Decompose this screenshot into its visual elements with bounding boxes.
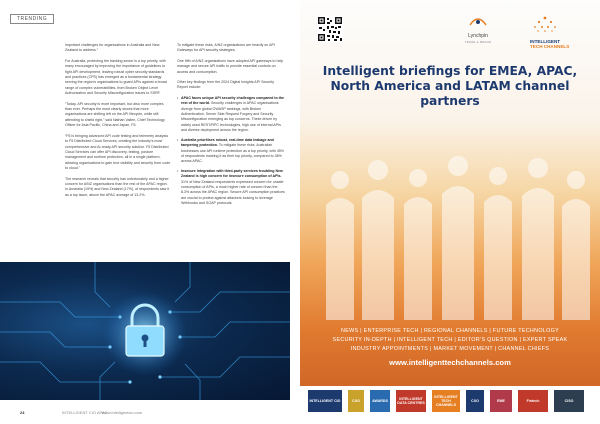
finding-lead: APAC faces unique API security challenges compared to the rest of the world. (181, 95, 285, 106)
network-dots-icon (530, 14, 560, 34)
advert-url[interactable]: www.intelligenttechchannels.com (389, 358, 511, 367)
partner-logo[interactable]: AWARDS (370, 390, 390, 412)
partner-logo[interactable]: EME (490, 390, 512, 412)
people-silhouettes (326, 156, 590, 320)
finding-item (177, 138, 285, 165)
paragraph: “Today, API security is more important, but also more complex, than ever. Perhaps the most clearly shows that more organisations are shifting left on the API lifecycle, while still attending to shield right,” said Nathan Vallen, Chief Technology Officer for Asia Pacific, China and Japan, F5. (65, 101, 165, 128)
topic-line: SECURITY IN-DEPTH | INTELLIGENT TECH | EDITOR’S QUESTION | EXPERT SPEAK (332, 337, 568, 343)
partner-logo[interactable]: CISO (554, 390, 584, 412)
lynchpin-logo (448, 14, 508, 44)
paragraph: “F5 is bringing advanced API code testing and telemetry analysis to F5 Distributed Cloud Services, creating the industry’s most comprehensive and AI-ready API security solution. F5 Distributed Cloud Services can offer API discovery, testing, posture management and runtime protection, all in a single platform, allowing organisations to gain true visibility and security from code to cloud.” (65, 133, 171, 171)
section-tab: TRENDING (10, 14, 54, 24)
finding-item (177, 96, 285, 134)
partner-logo[interactable]: CXO (348, 390, 364, 412)
page-number: 24 (20, 410, 25, 415)
partner-logo-bar (300, 386, 600, 424)
finding-text: To mitigate these risks, Australian businesses use API runtime protection as a top priority, with 45% of respondents marking it as their top priority, compared to 38% across APAC. (181, 143, 285, 164)
publication-name: INTELLIGENT CIO APAC (62, 410, 108, 415)
partner-logo[interactable]: Fintech (518, 390, 548, 412)
finding-lead: Insecure integration with third-party services troubling New Zealand is high concern for insecure consumption of APIs. (181, 168, 283, 179)
partner-logo[interactable]: CXO (466, 390, 484, 412)
topic-list (300, 327, 600, 354)
findings-list (177, 96, 285, 207)
itc-line1: INTELLIGENT (530, 39, 561, 44)
partner-logo[interactable]: INTELLIGENT TECH CHANNELS (432, 390, 460, 412)
itc-line2: TECH CHANNELS (530, 44, 570, 49)
paragraph: One fifth of A/NZ organisations have adopted API gateways to help manage and secure API traffic to provide essential controls on access and consumption. (177, 58, 284, 74)
article-column-a (65, 43, 171, 203)
finding-text: 31% of New Zealand respondents expressed concern for unsafe consumption of APIs, a much higher rate of concern than the 8.3% across the APAC region. Secure API consumption practices are crucial to protect against attackers looking to leverage Webhooks and SOAP protocols. (181, 179, 285, 206)
paragraph: For Australia, protecting the banking sector is a top priority, with many encouraged by improving the importance of guidelines to fight API development, leaving robust cyber security standards and practices (CPS) has emerged as a fundamental strategy serving the region’s organisations to guard APIs against a broad range of complex vulnerabilities, from Broken Object Level Authorisation and Security Misconfiguration issues to SSRF. (65, 58, 167, 96)
finding-item (177, 169, 285, 207)
circuit-lock-illustration (0, 262, 290, 400)
partner-logo[interactable]: INTELLIGENT CIO (308, 390, 342, 412)
advert-page (300, 0, 600, 424)
advert-headline: Intelligent briefings for EMEA, APAC, North America and LATAM channel partners (322, 64, 578, 108)
partner-logo[interactable]: INTELLIGENT DATA CENTRES (396, 390, 426, 412)
finding-text: Security challenges in APAC organisations diverge from global OWASP rankings, with Broken Authentication, Server Side Request Forgery and Security Misconfiguration emerging as top concerns. These driven by widely used REST/RPC technologies, high use of internal APIs and diverse deployment across the region. (181, 101, 281, 133)
lynchpin-sub: TRADE & BRAND (464, 40, 492, 44)
website-link[interactable]: www.intelligentcio.com (102, 410, 143, 415)
qr-code[interactable] (317, 16, 343, 42)
paragraph: important challenges for organisations in Australia and New Zealand to address.” (65, 43, 160, 53)
topic-line: NEWS | ENTERPRISE TECH | REGIONAL CHANNELS | FUTURE TECHNOLOGY (341, 328, 559, 334)
lynchpin-mark-icon (468, 15, 488, 27)
paragraph: To mitigate these risks, A/NZ organisations are heavily on API Gateways for API security strategies. (177, 43, 275, 53)
article-column-b (177, 43, 285, 211)
paragraph: Other key findings from the 2024 Digital Insights API Security Report include: (177, 80, 275, 90)
finding-lead: Australia prioritises robust, real-time data leakage and tampering protection. (181, 137, 274, 148)
business-silhouettes-image (300, 120, 600, 320)
lynchpin-name: Lynchpin (468, 33, 488, 39)
page-footer (0, 404, 300, 424)
paragraph: The research reveals that security has unfortunately and a higher concern for A/NZ organisations than the rest of the APAC region. In Australia (19%) and New Zealand (17%), of respondents saw it as a top issue, above the APAC average of 13.2%. (65, 176, 170, 197)
cyber-security-image (0, 262, 290, 400)
intelligent-tech-channels-logo (530, 14, 592, 49)
itc-logo-text (530, 39, 592, 49)
topic-line: INDUSTRY APPOINTMENTS | MARKET MOVEMENT | CHANNEL CHIEFS (350, 346, 550, 352)
